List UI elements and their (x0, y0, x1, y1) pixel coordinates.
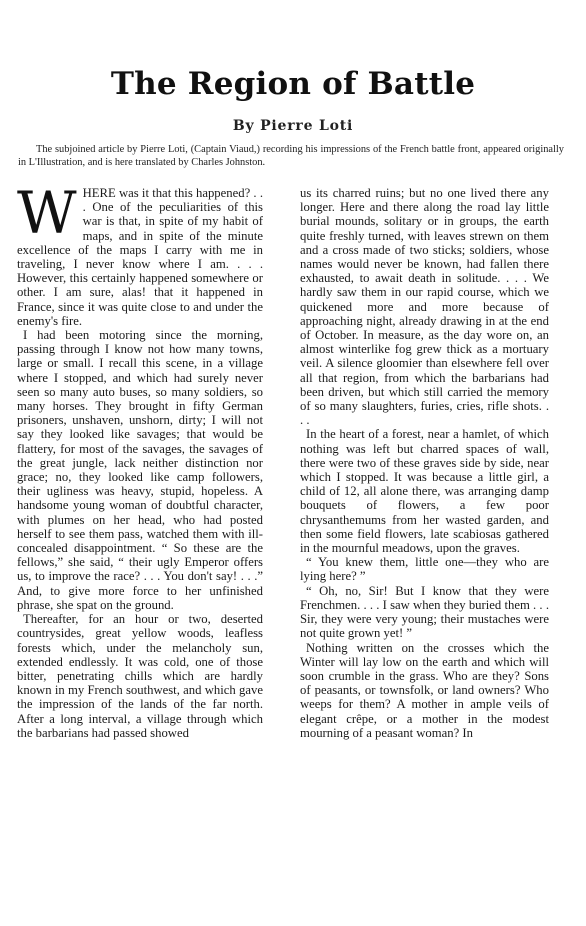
article-intro: The subjoined article by Pierre Loti, (Captain Viaud,) recording his impressions of the French battle front, appeared originally in L'Illustration, and is here translated by Charles Johnston. (18, 144, 564, 168)
right-paragraph-5: Nothing written on the crosses which the Winter will lay low on the earth and which will soon crumble in the grass. Who are they? Sons of peasants, or townsfolk, or land owners? Who weeps for them? A mother in ample veils of elegant crêpe, or a mother in the modest mourning of a peasant woman? In (300, 640, 549, 740)
right-paragraph-2: In the heart of a forest, near a hamlet, of which nothing was left but charred spaces of wall, there were two of these graves side by side, near which I stopped. It was because a little girl, a child of 12, all alone there, was arranging damp bouquets of flowers, a few poor chrysanthemums from her wasted garden, and then some field flowers, late scabiosas gathered in the mournful meadows, upon the graves. (300, 427, 549, 556)
article-byline: By Pierre Loti (232, 118, 354, 134)
right-paragraph-1: us its charred ruins; but no one lived there any longer. Here and there along the road lay little burial mounds, solitary or in groups, the earth quite freshly turned, with leaves strewn on them and a cross made of two sticks; soldiers, whose names would never be known, had fallen there exhausted, to await death in solitude. . . . We hardly saw them in our rapid course, which we quickened more and more because of approaching night, already drawing in at the end of October. In measure, as the day wore on, an almost winterlike fog grew thick as a mortuary veil. A silence gloomier than elsewhere fell over all that region, from which the barbarians had been driven, but which still carried the memory of so many slaughters, furies, cries, rifle shots. . . . (300, 186, 549, 428)
opening-words: HERE (82, 186, 116, 200)
left-paragraph-2: I had been motoring since the morning, passing through I know not how many towns, large or small. I recall this scene, in a village where I stopped, and which had surely never seen so many auto buses, so many soldiers, so many horses. They brought in fifty German prisoners, unshaven, unshorn, dirty; I will not say they looked like savages; that would be flattery, for most of the savages, the savages of the great jungle, lack neither distinction nor grace; no, they looked like camp followers, their ugliness was heavy, stupid, hopeless. A handsome young woman of doubtful character, with plumes on her head, who had posted herself to see them pass, watched them with ill-concealed disappointment. “ So these are the fellows,” she said, “ their ugly Emperor offers us, to improve the race? . . . You don't say! . . .” And, to give more force to her unfinished phrase, she spat on the ground. (17, 328, 263, 612)
left-column (17, 179, 263, 740)
right-paragraph-3: “ You knew them, little one—they who are lying here? ” (300, 555, 549, 584)
left-paragraph-1 (17, 179, 263, 328)
left-paragraph-3: Thereafter, for an hour or two, deserted countrysides, great yellow woods, leafless forests which, under the melancholy sun, extended endlessly. It was cold, one of those bitter, penetrating chills which are hardly known in my French southwest, and which gave the impression of the lands of the far north. After a long interval, a village through which the barbarians had passed showed (17, 612, 263, 740)
right-paragraph-4: “ Oh, no, Sir! But I know that they were Frenchmen. . . . I saw when they buried them . . . Sir, they were very young; their mustaches were not quite grown yet! ” (300, 583, 549, 641)
left-paragraph-1-text: was it that this happened? . . . One of the peculiarities of this war is that, in spite of my habit of maps, and in spite of the minute excellence of the maps I carry with me in traveling, I never know where I am. . . . However, this certainly happened somewhere or other. I am sure, alas! that it happened in France, since it was quite close to and under the enemy's fire. (17, 186, 263, 328)
right-column (300, 186, 549, 740)
drop-cap: W (17, 179, 77, 247)
article-title: The Region of Battle (110, 66, 476, 102)
